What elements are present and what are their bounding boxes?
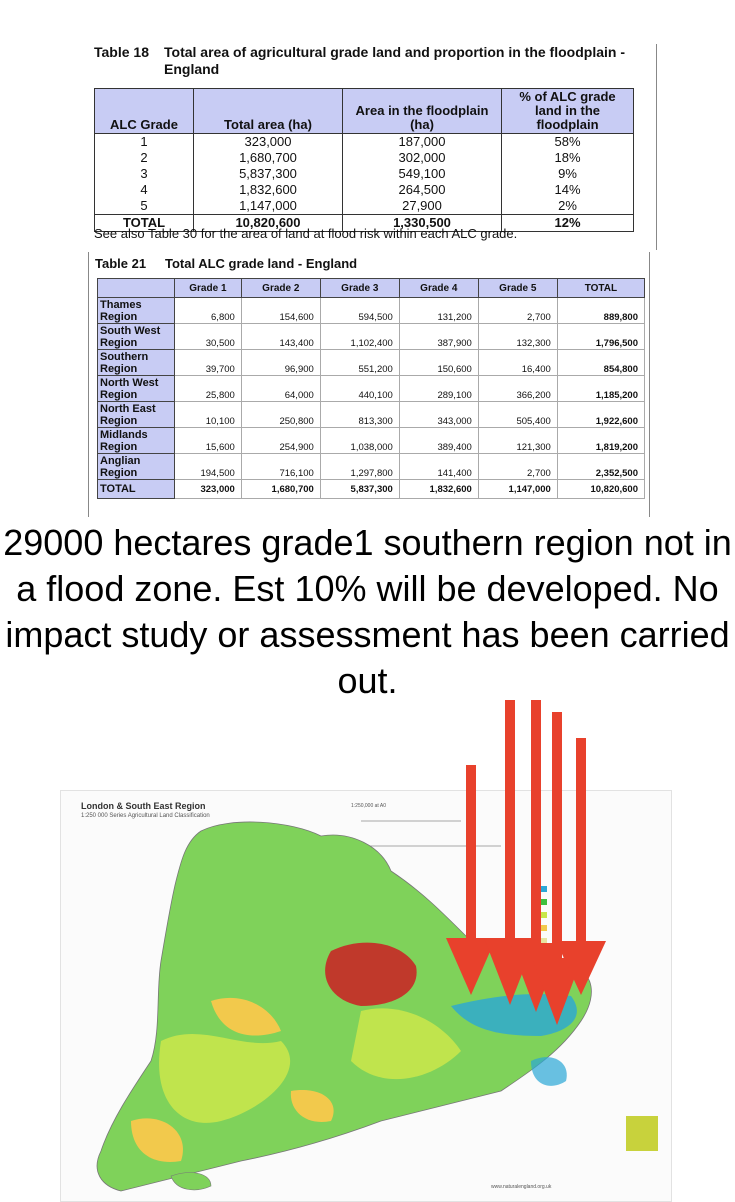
t21-header-grade1: Grade 1 <box>175 279 242 298</box>
t21-cell: 1,102,400 <box>320 324 399 350</box>
t21-region-label: North West Region <box>98 376 175 402</box>
t18-cell: 2 <box>95 150 194 166</box>
t21-cell: 366,200 <box>478 376 557 402</box>
t21-row-total: 1,922,600 <box>557 402 644 428</box>
t21-cell: 813,300 <box>320 402 399 428</box>
t21-cell: 254,900 <box>241 428 320 454</box>
t21-cell: 131,200 <box>399 298 478 324</box>
t18-cell: 549,100 <box>343 166 502 182</box>
t21-cell: 343,000 <box>399 402 478 428</box>
t21-cell: 194,500 <box>175 454 242 480</box>
t21-cell: 289,100 <box>399 376 478 402</box>
t21-cell: 6,800 <box>175 298 242 324</box>
t21-row-total: 2,352,500 <box>557 454 644 480</box>
t21-row-total: 1,796,500 <box>557 324 644 350</box>
t21-cell: 143,400 <box>241 324 320 350</box>
t21-total-label: TOTAL <box>98 480 175 499</box>
t21-cell: 250,800 <box>241 402 320 428</box>
t21-cell: 121,300 <box>478 428 557 454</box>
t21-cell: 10,100 <box>175 402 242 428</box>
table-21-number: Table 21 <box>95 256 147 271</box>
t18-total-cell: TOTAL <box>95 215 194 232</box>
red-arrow-icon <box>446 765 496 995</box>
t18-cell: 9% <box>502 166 634 182</box>
t18-cell: 18% <box>502 150 634 166</box>
t21-cell: 96,900 <box>241 350 320 376</box>
t21-cell: 30,500 <box>175 324 242 350</box>
table-18-note: See also Table 30 for the area of land at flood risk within each ALC grade. <box>94 226 518 241</box>
t18-cell: 1,147,000 <box>194 198 343 215</box>
t21-cell: 2,700 <box>478 298 557 324</box>
t18-cell: 27,900 <box>343 198 502 215</box>
t21-total-cell: 323,000 <box>175 480 242 499</box>
t21-row-total: 1,185,200 <box>557 376 644 402</box>
t21-row-total: 1,819,200 <box>557 428 644 454</box>
t21-region-label: Anglian Region <box>98 454 175 480</box>
t21-total-cell: 1,680,700 <box>241 480 320 499</box>
t21-total-cell: 10,820,600 <box>557 480 644 499</box>
t18-total-cell: 1,330,500 <box>343 215 502 232</box>
t21-region-label: Thames Region <box>98 298 175 324</box>
t21-cell: 440,100 <box>320 376 399 402</box>
table-21-title: Total ALC grade land - England <box>165 256 358 271</box>
t18-cell: 4 <box>95 182 194 198</box>
t21-region-label: Midlands Region <box>98 428 175 454</box>
t21-cell: 387,900 <box>399 324 478 350</box>
t18-cell: 1,832,600 <box>194 182 343 198</box>
t21-total-cell: 1,832,600 <box>399 480 478 499</box>
map-url: www.naturalengland.org.uk <box>491 1184 552 1190</box>
t21-total-cell: 1,147,000 <box>478 480 557 499</box>
t21-cell: 16,400 <box>478 350 557 376</box>
t18-cell: 1,680,700 <box>194 150 343 166</box>
t18-total-cell: 12% <box>502 215 634 232</box>
t21-cell: 716,100 <box>241 454 320 480</box>
t21-region-label: North East Region <box>98 402 175 428</box>
t21-cell: 1,297,800 <box>320 454 399 480</box>
t21-cell: 389,400 <box>399 428 478 454</box>
t21-header-grade5: Grade 5 <box>478 279 557 298</box>
caption-text: 29000 hectares grade1 southern region not in a flood zone. Est 10% will be developed. No impact study or assessment has been carried out. <box>3 522 732 701</box>
t21-cell: 25,800 <box>175 376 242 402</box>
t21-row-total: 889,800 <box>557 298 644 324</box>
t21-cell: 594,500 <box>320 298 399 324</box>
t21-row-total: 854,800 <box>557 350 644 376</box>
t18-header-grade: ALC Grade <box>95 89 194 134</box>
t18-header-percent: % of ALC grade land in the floodplain <box>502 89 634 134</box>
t21-cell: 505,400 <box>478 402 557 428</box>
table-18-title: Total area of agricultural grade land and proportion in the floodplain - England <box>164 44 625 77</box>
map-subtitle: 1:250 000 Series Agricultural Land Classification <box>81 813 210 819</box>
t21-cell: 1,038,000 <box>320 428 399 454</box>
t21-header-total: TOTAL <box>557 279 644 298</box>
t18-cell: 3 <box>95 166 194 182</box>
t18-cell: 58% <box>502 134 634 151</box>
map-title: London & South East Region <box>81 801 206 811</box>
t18-cell: 5 <box>95 198 194 215</box>
t18-cell: 2% <box>502 198 634 215</box>
t18-cell: 302,000 <box>343 150 502 166</box>
t21-cell: 39,700 <box>175 350 242 376</box>
t21-header-grade4: Grade 4 <box>399 279 478 298</box>
t21-cell: 551,200 <box>320 350 399 376</box>
table-18-number: Table 18 <box>94 44 149 60</box>
t18-header-total-area: Total area (ha) <box>194 89 343 134</box>
t18-header-floodplain-area: Area in the floodplain (ha) <box>343 89 502 134</box>
t21-region-label: Southern Region <box>98 350 175 376</box>
t21-cell: 141,400 <box>399 454 478 480</box>
t21-cell: 2,700 <box>478 454 557 480</box>
t21-cell: 150,600 <box>399 350 478 376</box>
map-scale-label: 1:250,000 at A0 <box>351 803 387 809</box>
t18-cell: 264,500 <box>343 182 502 198</box>
t21-cell: 154,600 <box>241 298 320 324</box>
t21-cell: 64,000 <box>241 376 320 402</box>
t21-header-grade3: Grade 3 <box>320 279 399 298</box>
t18-cell: 5,837,300 <box>194 166 343 182</box>
t18-cell: 187,000 <box>343 134 502 151</box>
t21-header-grade2: Grade 2 <box>241 279 320 298</box>
t18-cell: 323,000 <box>194 134 343 151</box>
red-arrow-icon <box>556 738 606 995</box>
t21-region-label: South West Region <box>98 324 175 350</box>
t18-cell: 14% <box>502 182 634 198</box>
t18-total-cell: 10,820,600 <box>194 215 343 232</box>
t18-cell: 1 <box>95 134 194 151</box>
t21-total-cell: 5,837,300 <box>320 480 399 499</box>
t21-cell: 15,600 <box>175 428 242 454</box>
t21-cell: 132,300 <box>478 324 557 350</box>
